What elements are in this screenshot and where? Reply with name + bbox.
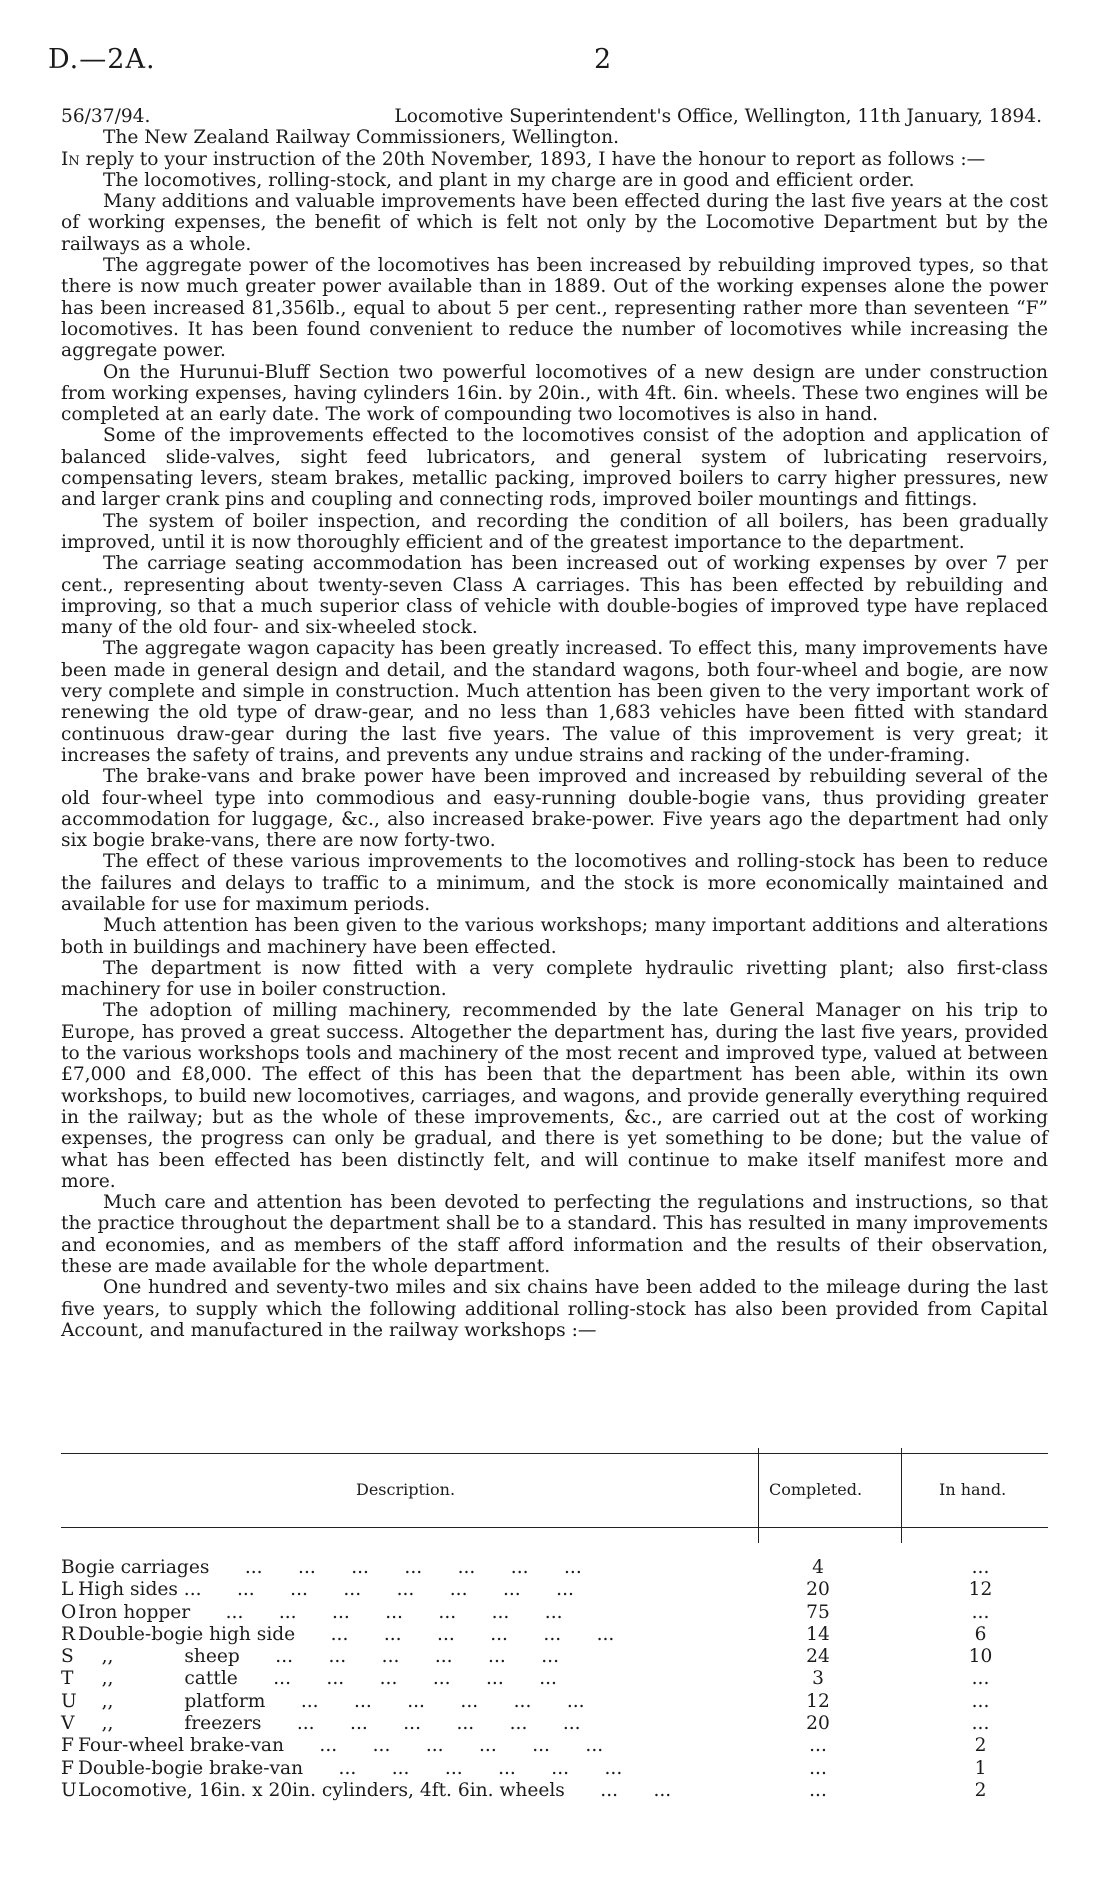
row-in-hand: 2: [974, 1735, 987, 1757]
row-completed: 4: [812, 1557, 824, 1578]
row-in-hand: ...: [971, 1668, 990, 1690]
row-in-hand: 6: [974, 1623, 987, 1645]
paragraph: One hundred and seventy-two miles and six chains have been added to the mileage during the last five years, to supply which the following additional rolling-stock has also been provided from Capital Account, and manufactured in the railway workshops :—: [61, 1277, 1048, 1341]
row-letter: F: [61, 1757, 74, 1779]
row-description: ,, platform ... ... ... ... ... ...: [78, 1690, 585, 1712]
row-completed: 24: [806, 1646, 830, 1668]
table-row: [61, 1758, 1048, 1780]
row-description: ,, freezers ... ... ... ... ... ...: [78, 1713, 581, 1735]
row-letter: T: [61, 1668, 74, 1690]
row-completed: ...: [809, 1735, 827, 1757]
row-letter: R: [61, 1623, 75, 1645]
page-number: 2: [594, 44, 612, 75]
row-description: ,, cattle ... ... ... ... ... ...: [78, 1668, 557, 1690]
paragraph: Many additions and valuable improvements have been effected during the last five years at the cost of working expenses, the benefit of which is felt not only by the Locomotive Department but by the railways as a whole.: [61, 191, 1048, 255]
table-header: [61, 1454, 1048, 1528]
rolling-stock-table: [61, 1453, 1048, 1802]
paragraph: The aggregate power of the locomotives has been increased by rebuilding improved types, so that there is now much greater power available than in 1889. Out of the working expenses alone the power has been increased 81,356lb., equal to about 5 per cent., representing rather more than seventeen “F” locomotives. It has been found convenient to reduce the number of locomotives while increasing the aggregate power.: [61, 255, 1048, 362]
row-letter: S: [61, 1646, 74, 1668]
opening-paragraph: [61, 149, 1048, 170]
paragraph: The locomotives, rolling-stock, and plant in my charge are in good and efficient order.: [103, 169, 915, 191]
file-reference: 56/37/94.: [61, 106, 151, 127]
row-description: Double-bogie brake-van ... ... ... ... ... ...: [78, 1757, 623, 1779]
table-row: [61, 1668, 1048, 1690]
row-letter: L: [61, 1579, 74, 1601]
table-row: [61, 1646, 1048, 1668]
row-letter: V: [61, 1713, 75, 1735]
paragraph: The aggregate wagon capacity has been greatly increased. To effect this, many improvements have been made in general design and detail, and the standard wagons, both four-wheel and bogie, are now very complete and simple in construction. Much attention has been given to the very important work of renewing the old type of draw-gear, and no less than 1,683 vehicles have been fitted with standard continuous draw-gear during the last five years. The value of this improvement is very great; it increases the safety of trains, and prevents any undue strains and racking of the under-framing.: [61, 638, 1048, 766]
row-description: Iron hopper ... ... ... ... ... ... ...: [78, 1601, 563, 1623]
header-description: Description.: [356, 1480, 456, 1499]
row-in-hand: 1: [974, 1757, 987, 1779]
table-row: [61, 1602, 1048, 1624]
row-letter: U: [61, 1690, 77, 1712]
table-row: [61, 1713, 1048, 1735]
table-row: [61, 1691, 1048, 1713]
row-description: Bogie carriages ... ... ... ... ... ... ...: [61, 1557, 582, 1578]
opening-text: reply to your instruction of the 20th November, 1893, I have the honour to report as follows :—: [79, 148, 986, 170]
row-in-hand: 2: [974, 1779, 987, 1801]
row-description: High sides ... ... ... ... ... ... ... ...: [78, 1579, 574, 1601]
row-completed: ...: [809, 1779, 827, 1801]
row-in-hand: ...: [971, 1557, 990, 1578]
row-letter: U: [61, 1779, 77, 1801]
row-description: ,, sheep ... ... ... ... ... ...: [78, 1646, 559, 1668]
row-description: Four-wheel brake-van ... ... ... ... ... ...: [78, 1735, 604, 1757]
office-and-date: Locomotive Superintendent's Office, Wellington, 11th January, 1894.: [394, 106, 1042, 127]
table-row: [61, 1624, 1048, 1646]
document-reference: D.—2A.: [48, 44, 156, 75]
table-row: [61, 1579, 1048, 1601]
paragraph: Much care and attention has been devoted to perfecting the regulations and instructions, so that the practice throughout the department shall be to a standard. This has resulted in many improvements and economies, and as members of the staff afford information and the results of their observation, these are made available for the whole department.: [61, 1192, 1048, 1278]
row-description: Locomotive, 16in. x 20in. cylinders, 4ft. 6in. wheels ... ...: [78, 1779, 672, 1801]
paragraph: The brake-vans and brake power have been improved and increased by rebuilding several of the old four-wheel type into commodious and easy-running double-bogie vans, thus providing greater accommodation for luggage, &c., also increased brake-power. Five years ago the department had only six bogie brake-vans, there are now forty-two.: [61, 766, 1048, 852]
page-header: [48, 44, 1058, 80]
row-description: Double-bogie high side ... ... ... ... ... ...: [78, 1623, 615, 1645]
letter-body: [61, 106, 1048, 1341]
row-in-hand: ...: [971, 1601, 990, 1623]
row-completed: 20: [806, 1579, 830, 1601]
table-row: [61, 1735, 1048, 1757]
opening-small-caps: In: [61, 148, 80, 170]
paragraph: The adoption of milling machinery, recommended by the late General Manager on his trip to Europe, has proved a great success. Altogether the department has, during the last five years, provided to the various workshops tools and machinery of the most recent and improved type, valued at between £7,000 and £8,000. The effect of this has been that the department has been able, within its own workshops, to build new locomotives, carriages, and wagons, and provide generally everything required in the railway; but as the whole of these improvements, &c., are carried out at the cost of working expenses, the progress can only be gradual, and there is yet something to be done; but the value of what has been effected has been distinctly felt, and will continue to make itself manifest more and more.: [61, 1000, 1048, 1192]
table-body: [61, 1528, 1048, 1802]
paragraph: On the Hurunui-Bluff Section two powerful locomotives of a new design are under construction from working expenses, having cylinders 16in. by 20in., with 4ft. 6in. wheels. These two engines will be completed at an early date. The work of compounding two locomotives is also in hand.: [61, 361, 1048, 426]
row-in-hand: ...: [971, 1713, 990, 1735]
row-in-hand: 12: [968, 1579, 993, 1601]
row-completed: 12: [806, 1690, 830, 1712]
paragraph: Much attention has been given to the various workshops; many important additions and alterations both in buildings and machinery have been effected.: [61, 915, 1048, 958]
row-completed: 75: [806, 1601, 830, 1623]
table-row: [61, 1780, 1048, 1802]
row-completed: ...: [809, 1757, 827, 1779]
paragraph: The carriage seating accommodation has been increased out of working expenses by over 7 per cent., representing about twenty-seven Class A carriages. This has been effected by rebuilding and improving, so that a much superior class of vehicle with double-bogies of improved type have replaced many of the old four- and six-wheeled stock.: [61, 553, 1048, 639]
addressee: The New Zealand Railway Commissioners, Wellington.: [103, 127, 619, 149]
row-completed: 14: [806, 1623, 830, 1645]
header-in-hand: In hand.: [939, 1480, 1007, 1499]
row-letter: F: [61, 1735, 74, 1757]
header-completed: Completed.: [769, 1480, 863, 1499]
table-row: [61, 1557, 1048, 1579]
paragraph: Some of the improvements effected to the locomotives consist of the adoption and application of balanced slide-valves, sight feed lubricators, and general system of lubricating reservoirs, compensating levers, steam brakes, metallic packing, improved boilers to carry higher pressures, new and larger crank pins and coupling and connecting rods, improved boiler mountings and fittings.: [61, 425, 1048, 511]
row-in-hand: 10: [968, 1646, 993, 1668]
row-completed: 3: [812, 1668, 824, 1690]
letter-heading-line: [61, 106, 1048, 127]
row-letter: O: [61, 1601, 77, 1623]
paragraph: The system of boiler inspection, and recording the condition of all boilers, has been gradually improved, until it is now thoroughly efficient and of the greatest importance to the department.: [61, 510, 1048, 553]
row-in-hand: ...: [971, 1690, 990, 1712]
row-completed: 20: [806, 1713, 830, 1735]
paragraph: The effect of these various improvements to the locomotives and rolling-stock has been to reduce the failures and delays to traffic to a minimum, and the stock is more economically maintained and available for use for maximum periods.: [61, 851, 1048, 915]
paragraph: The department is now fitted with a very complete hydraulic rivetting plant; also first-class machinery for use in boiler construction.: [61, 957, 1048, 1001]
